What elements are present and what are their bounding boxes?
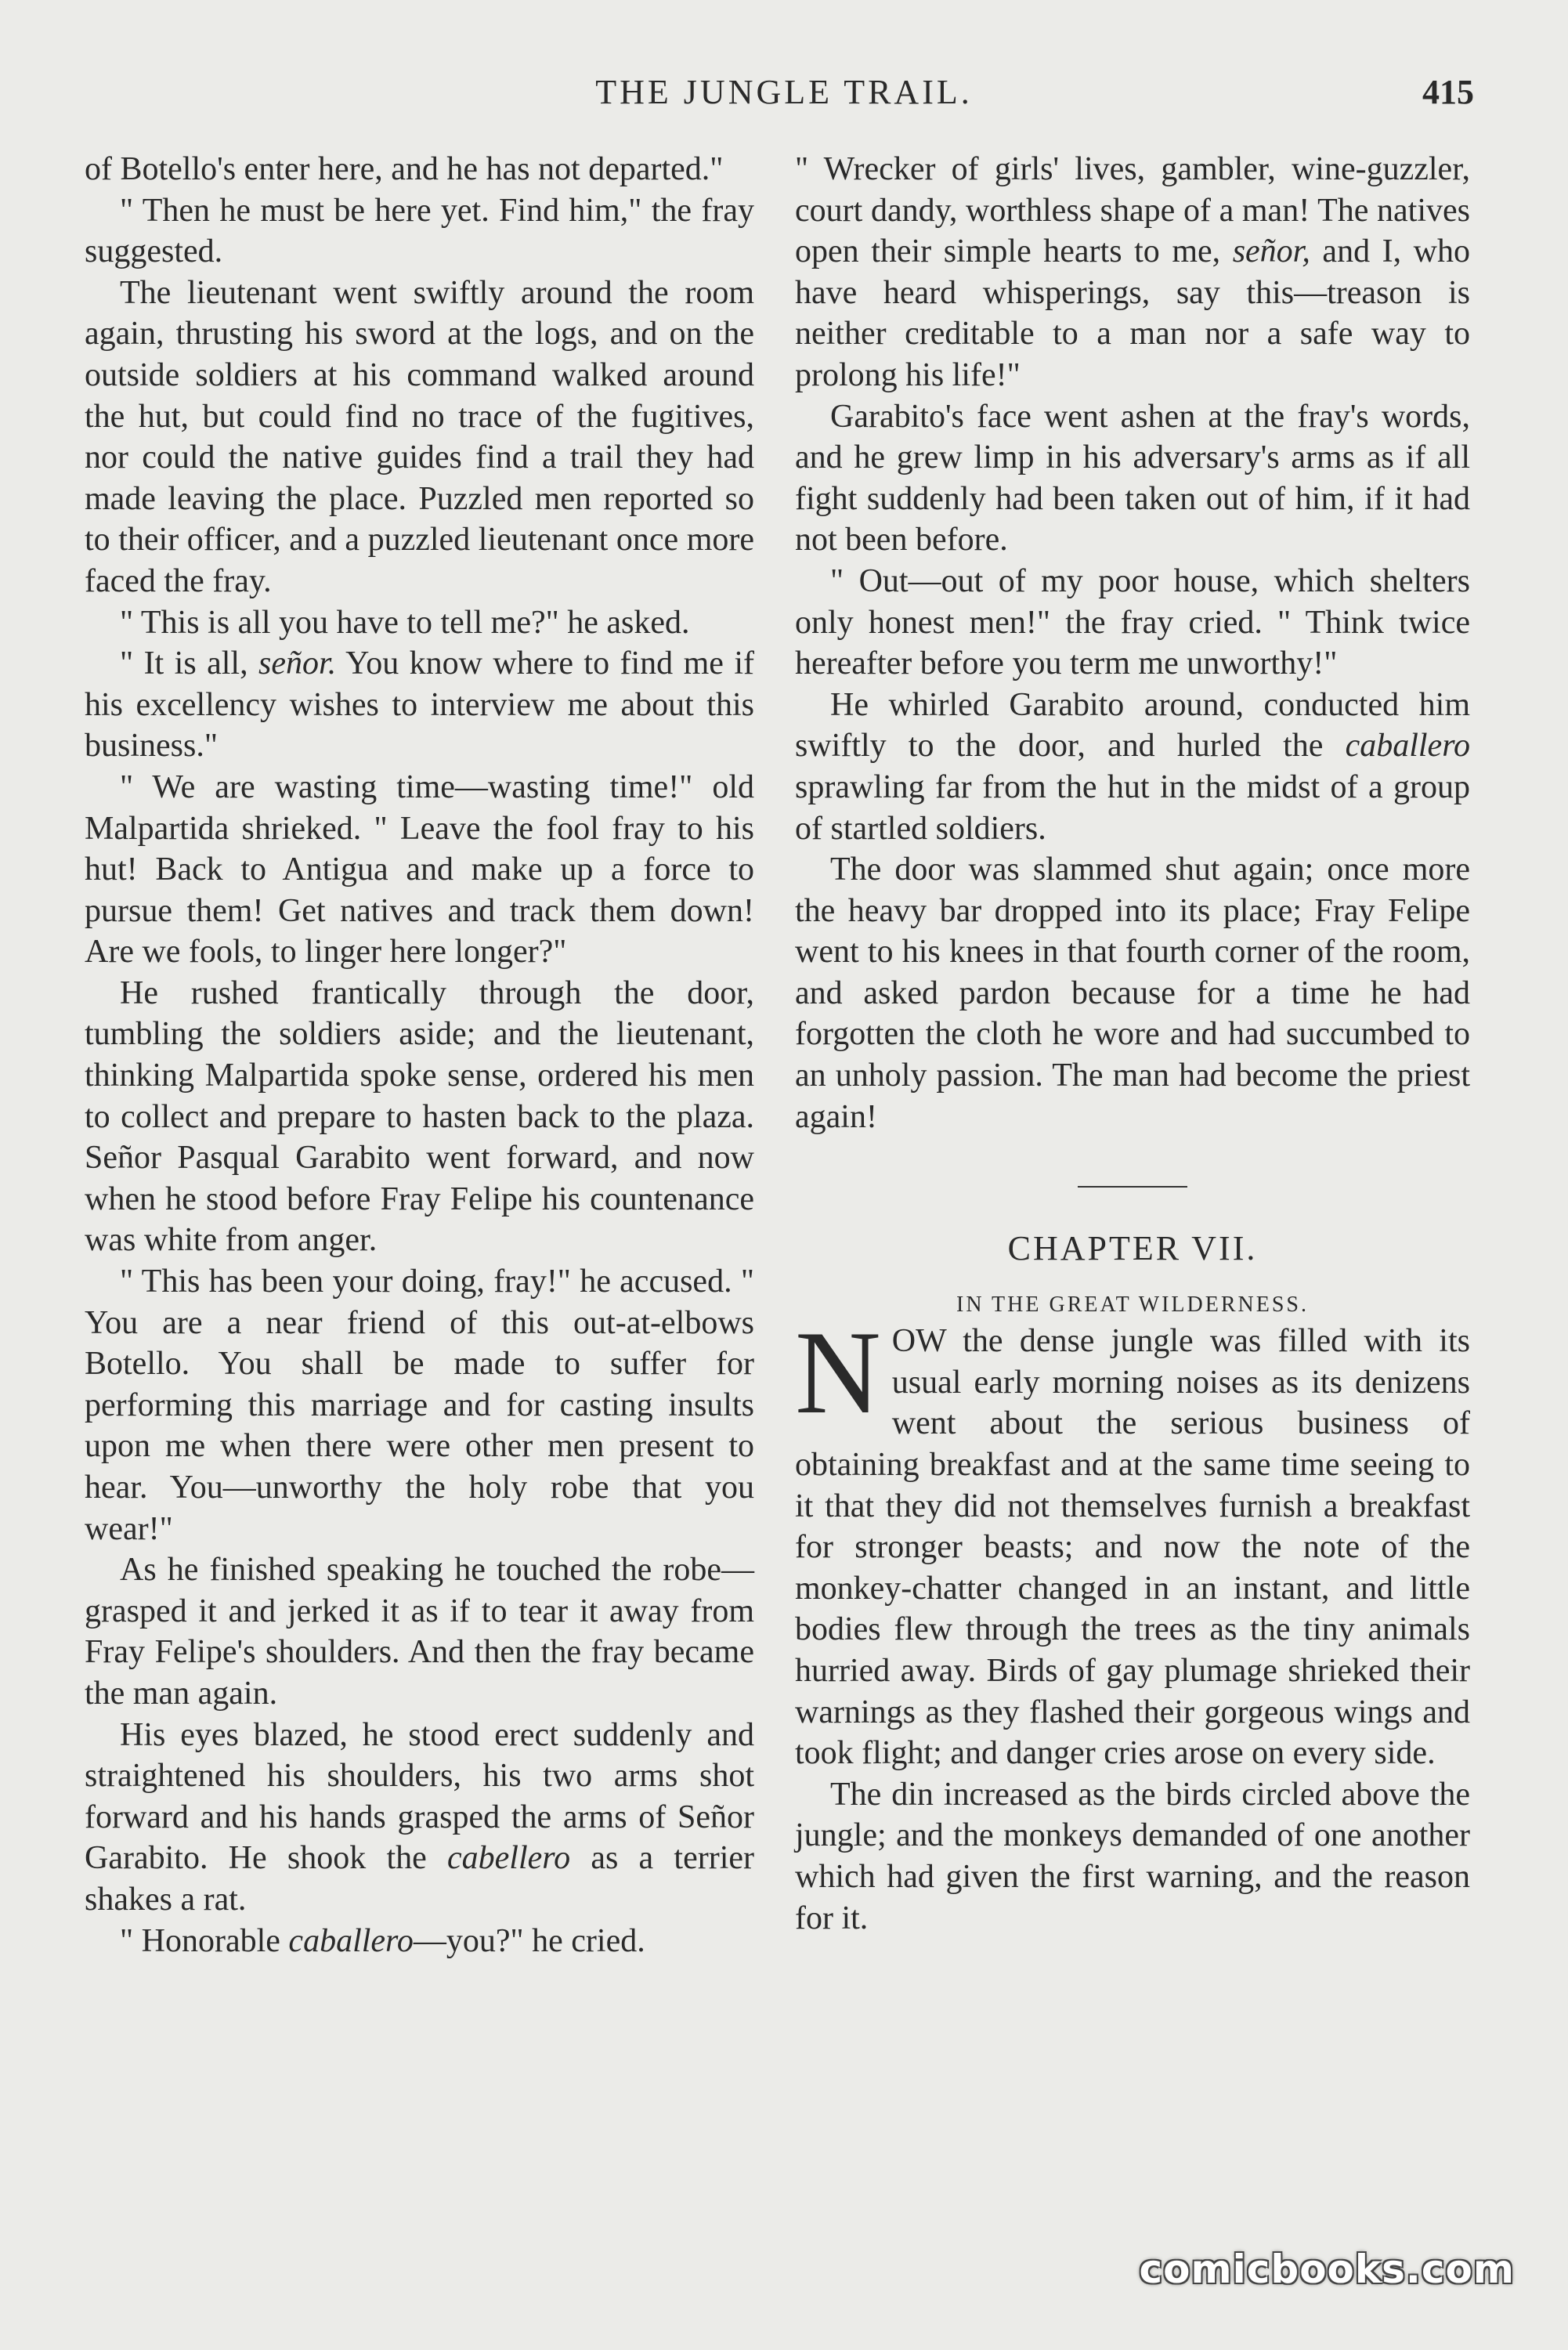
paragraph bbox=[795, 1307, 1470, 1774]
text-run: He whirled Garabito around, conducted him swiftly to the door, and hurled the bbox=[795, 686, 1470, 765]
italic-term: señor. bbox=[258, 645, 337, 682]
paragraph: " Out—out of my poor house, which shelters only honest men!" the fray cried. " Think twice hereafter before you term me unworthy!" bbox=[795, 562, 1470, 682]
paragraph bbox=[795, 685, 1470, 849]
drop-cap: N bbox=[795, 1307, 881, 1439]
paragraph: Garabito's face went ashen at the fray's words, and he grew limp in his adversary's arms as if all fight suddenly had been taken out of him, if it had not been before. bbox=[795, 398, 1470, 559]
text-run: and I, who have heard whisperings, say this—treason is neither creditable to a man nor a safe way to prolong his life!" bbox=[795, 233, 1470, 393]
text-run: " Honorable bbox=[120, 1922, 289, 1959]
text-run: sprawling far from the hut in the midst of a group of startled soldiers. bbox=[795, 768, 1470, 847]
paragraph: The door was slammed shut again; once more the heavy bar dropped into its place; Fray Felipe went to his knees in that fourth corner of the room, and asked pardon because for a time he had forgotten the cloth he wore and had succumbed to an unholy passion. The man had become the priest again! bbox=[795, 851, 1470, 1135]
chapter-subtitle: IN THE GREAT WILDERNESS. bbox=[956, 1292, 1309, 1318]
italic-term: cabellero bbox=[447, 1840, 571, 1877]
paragraph bbox=[795, 149, 1470, 396]
section-divider bbox=[1078, 1186, 1187, 1188]
paragraph: " Then he must be here yet. Find him," the fray suggested. bbox=[85, 192, 754, 270]
watermark: comicbooks.com bbox=[1139, 2247, 1515, 2292]
italic-term: señor, bbox=[1232, 233, 1310, 270]
text-run: as a terrier shakes a rat. bbox=[85, 1840, 754, 1918]
paragraph bbox=[85, 643, 754, 767]
paragraph: The din increased as the birds circled above the jungle; and the monkeys demanded of one another which had given the first warning, and the reason for it. bbox=[795, 1776, 1470, 1936]
opening-words: OW bbox=[891, 1323, 946, 1360]
paragraph bbox=[85, 1921, 754, 1962]
paragraph: " We are wasting time—wasting time!" old Malpartida shrieked. " Leave the fool fray to his hut! Back to Antigua and make up a force to pursue them! Get natives and track them down! Are we fools, to linger here longer?" bbox=[85, 768, 754, 971]
text-run: " It is all, bbox=[120, 645, 259, 682]
chapter-title: CHAPTER VII. bbox=[1007, 1229, 1258, 1268]
page-header bbox=[0, 72, 1568, 119]
right-column bbox=[795, 149, 1470, 1939]
paragraph: The lieutenant went swiftly around the room again, thrusting his sword at the logs, and on the outside soldiers at his command walked around the hut, but could find no trace of the fugitives, nor could the native guides find a trail they had made leaving the place. Puzzled men reported so to their officer, and a puzzled lieutenant once more faced the fray. bbox=[85, 274, 754, 599]
italic-term: caballero bbox=[1345, 728, 1470, 765]
text-run: " Wrecker of girls' lives, gambler, wine-guzzler, court dandy, worthless shape of a man! The natives open their simple hearts to me, bbox=[795, 151, 1470, 270]
paragraph: He rushed frantically through the door, tumbling the soldiers aside; and the lieutenant, thinking Malpartida spoke sense, ordered his men to collect and prepare to hasten back to the plaza. Señor Pasqual Garabito went forward, and now when he stood before Fray Felipe his countenance was white from anger. bbox=[85, 974, 754, 1259]
paragraph: of Botello's enter here, and he has not departed." bbox=[85, 151, 724, 187]
text-run: the dense jungle was filled with its usual early morning noises as its denizens went about the serious business of obtaining breakfast and at the same time seeing to it that they did not themselves furnish a breakfast for stronger beasts; and now the note of the monkey-chatter changed in an instant, and little bodies flew through the trees as the tiny animals hurried away. Birds of gay plumage shrieked their warnings as they flashed their gorgeous wings and took flight; and danger cries arose on every side. bbox=[795, 1323, 1470, 1772]
text-run: His eyes blazed, he stood erect suddenly and straightened his shoulders, his two arms shot forward and his hands grasped the arms of Señor Garabito. He shook the bbox=[85, 1716, 754, 1877]
italic-term: caballero bbox=[288, 1922, 414, 1959]
text-run: You know where to find me if his excellency wishes to interview me about this business." bbox=[85, 645, 754, 765]
running-title: THE JUNGLE TRAIL. bbox=[595, 73, 973, 111]
paragraph bbox=[85, 1715, 754, 1921]
page-number: 415 bbox=[1422, 73, 1474, 111]
paragraph: " This is all you have to tell me?" he asked. bbox=[120, 604, 690, 641]
paragraph: As he finished speaking he touched the robe—grasped it and jerked it as if to tear it away from Fray Felipe's shoulders. And then the fray became the man again. bbox=[85, 1552, 754, 1712]
left-column bbox=[85, 149, 754, 1961]
paragraph: " This has been your doing, fray!" he accused. " You are a near friend of this out-at-elbows Botello. You shall be made to suffer for performing this marriage and for casting insults upon me when there were other men present to hear. You—unworthy the holy robe that you wear!" bbox=[85, 1264, 754, 1547]
text-run: —you?" he cried. bbox=[413, 1922, 645, 1959]
